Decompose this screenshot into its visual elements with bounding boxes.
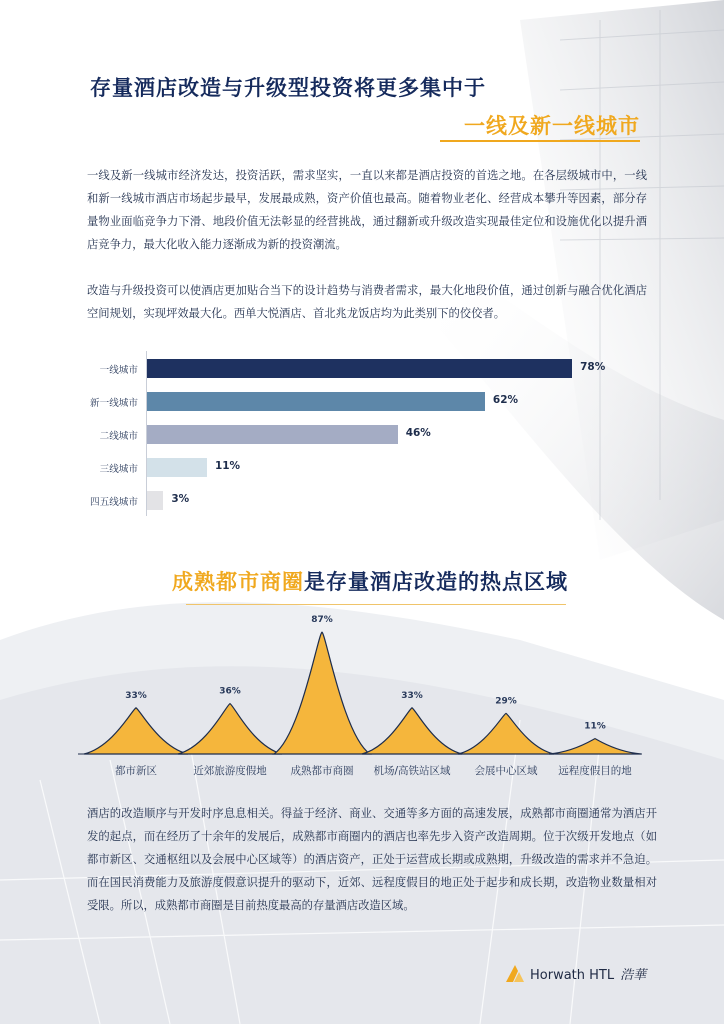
- logo-chinese: 浩華: [620, 968, 647, 983]
- peak-category-label: 都市新区: [115, 765, 157, 777]
- peak-shape: [274, 632, 370, 754]
- main-heading-highlight: 一线及新一线城市: [464, 114, 640, 138]
- peak-shape: [458, 713, 554, 754]
- peak-value-label: 33%: [125, 690, 147, 701]
- peak-value-label: 29%: [495, 696, 517, 707]
- peak-shape: [178, 704, 282, 754]
- bar-category-label: 四五线城市: [90, 497, 138, 508]
- peak-value-label: 33%: [401, 690, 423, 701]
- peak-category-label: 成熟都市商圈: [290, 765, 354, 777]
- bar-value-label: 78%: [580, 361, 606, 373]
- bar-value-label: 3%: [171, 493, 190, 505]
- bar-category-label: 一线城市: [99, 365, 138, 376]
- logo-name: Horwath HTL: [530, 968, 615, 983]
- horwath-logo-icon: [504, 962, 526, 984]
- peak-shape: [549, 739, 641, 754]
- bar-value-label: 11%: [214, 460, 241, 472]
- horwath-logo: [504, 962, 674, 984]
- renovation-paragraph: 改造与升级投资可以使酒店更加贴合当下的设计趋势与消费者需求，最大化地段价值，通过创新与融合优化酒店空间规划，实现坪效最大化。西单大悦酒店、首北兆龙饭店均为此类别下的佼佼者。: [87, 284, 647, 320]
- section-heading-highlight: 成熟都市商圈: [172, 570, 304, 594]
- peak-category-label: 近郊旅游度假地: [193, 765, 267, 777]
- peak-shape: [84, 708, 188, 754]
- peak-value-label: 87%: [311, 615, 333, 626]
- peak-category-label: 会展中心区域: [474, 765, 538, 777]
- bar-value-label: 46%: [405, 427, 431, 439]
- peak-value-label: 11%: [584, 721, 606, 732]
- bar-category-label: 新一线城市: [90, 398, 138, 409]
- bar-value-label: 62%: [492, 394, 519, 406]
- peak-category-label: 机场/高铁站区域: [373, 765, 451, 777]
- peak-value-label: 36%: [219, 686, 241, 697]
- conclusion-paragraph: 酒店的改造顺序与开发时序息息相关。得益于经济、商业、交通等多方面的高速发展，成熟都市商圈通常为酒店开发的起点，而在经历了十余年的发展后，成熟都市商圈内的酒店也率先步入资产改造周期。位于次级开发地点（如都市新区、交通枢纽以及会展中心区域等）的酒店资产，正处于运营成长期或成熟期，升级改造的需求并不急迫。而在国民消费能力及旅游度假意识提升的驱动下，近郊、远程度假目的地正处于起步和成长期，改造物业数量相对受限。所以，成熟都市商圈是目前热度最高的存量酒店改造区域。: [87, 807, 657, 912]
- peak-shape: [362, 708, 462, 754]
- bar-category-label: 三线城市: [99, 464, 138, 475]
- bar-category-label: 二线城市: [99, 431, 138, 442]
- section-heading-rest: 是存量酒店改造的热点区域: [304, 570, 568, 594]
- main-heading: 存量酒店改造与升级型投资将更多集中于: [90, 76, 486, 100]
- peak-category-label: 远程度假目的地: [558, 765, 632, 777]
- intro-paragraph: 一线及新一线城市经济发达，投资活跃，需求坚实，一直以来都是酒店投资的首选之地。在各层级城市中，一线和新一线城市酒店市场起步最早，发展最成熟，资产价值也最高。随着物业老化、经营成本攀升等因素，部分存量物业面临竞争力下滑、地段价值无法彰显的经营挑战，通过翻新或升级改造实现最佳定位和设施优化以提升酒店竞争力，最大化收入能力逐渐成为新的投资潮流。: [87, 169, 647, 251]
